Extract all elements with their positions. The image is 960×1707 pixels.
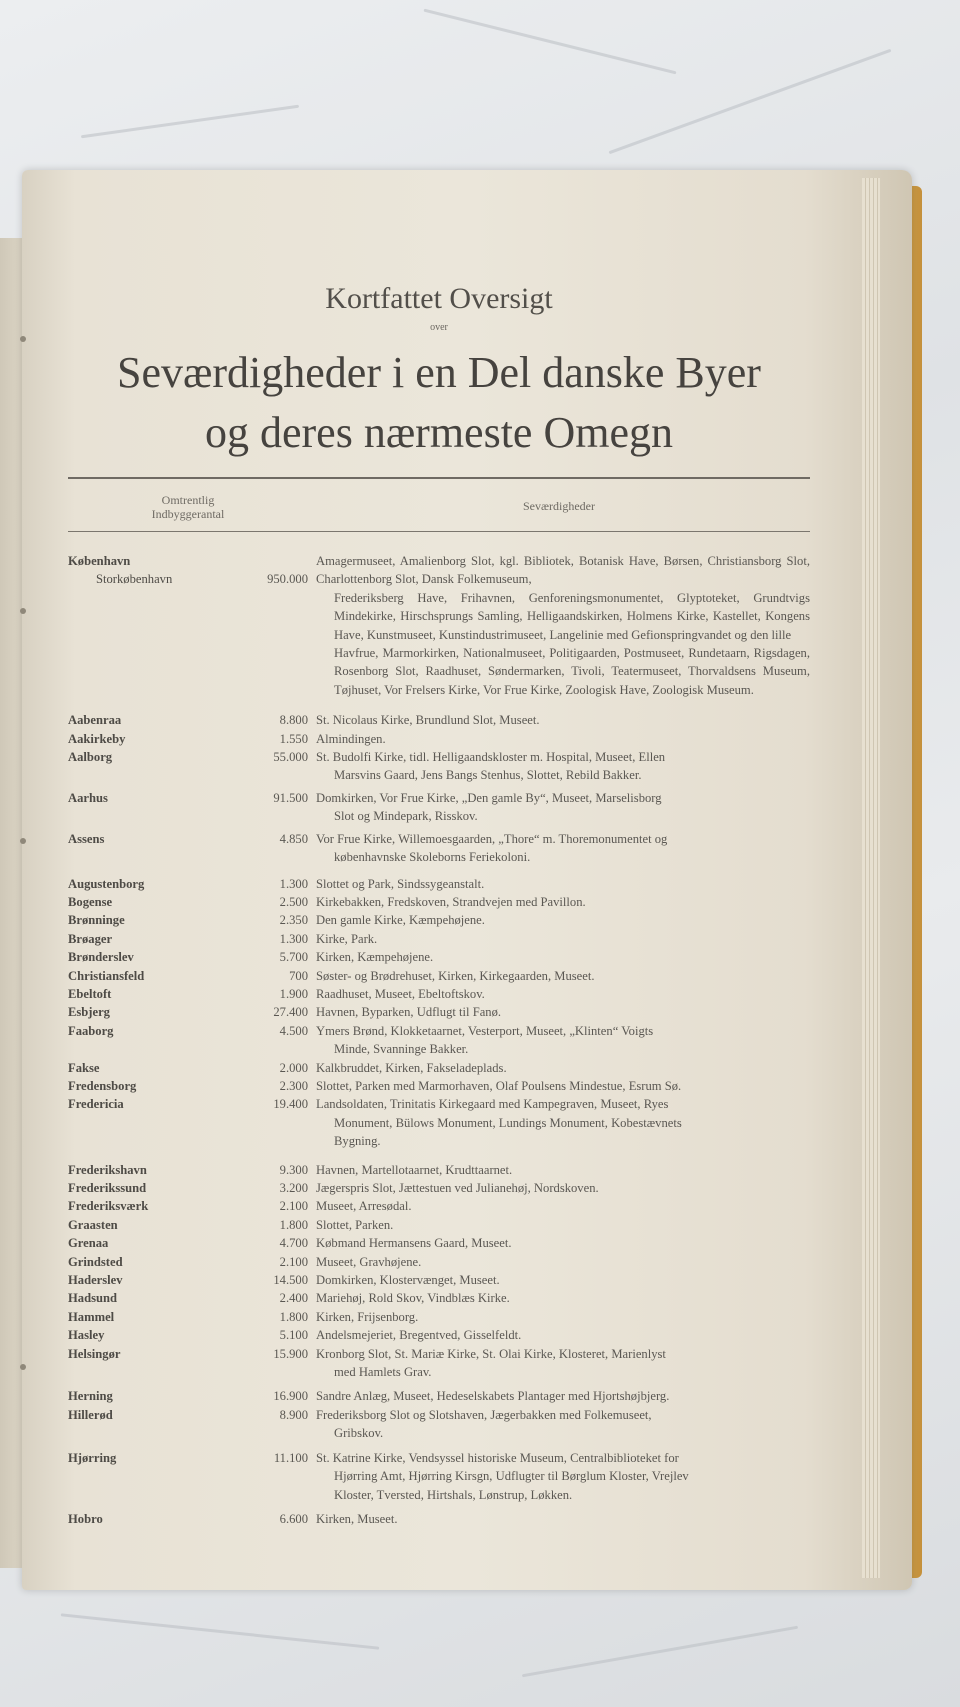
marble-vein [61,1613,380,1649]
entry-city [68,948,246,966]
entry-population: 8.900 [279,1407,308,1422]
entry-sights-line: St. Budolfi Kirke, tidl. Helligaandskloster m. Hospital, Museet, Ellen [316,750,666,765]
entry-sights-line: Købmand Hermansens Gaard, Museet. [316,1236,512,1251]
entry-city [68,1059,246,1077]
entry-sights-line: Mariehøj, Rold Skov, Vindblæs Kirke. [316,1291,510,1306]
entry-sights [316,1179,810,1197]
entry-city-name: Haderslev [68,1273,123,1288]
marble-vein [423,9,676,75]
entry-row [68,930,810,948]
entry-sights [316,1161,810,1179]
entry-sights-line: Amagermuseet, Amalienborg Slot, kgl. Bibliotek, Botanisk Have, Børsen, Christiansborg Slot, Charlottenborg Slot, Dansk Folkemuseum, [316,554,810,587]
entry-population: 2.100 [279,1254,308,1269]
entry-sights-line: Kirken, Museet. [316,1511,398,1526]
entry-population: 9.300 [279,1162,308,1177]
entry-city-name: Graasten [68,1217,118,1232]
entry-sights [316,789,810,826]
entry-sights [316,1077,810,1095]
entry-city-name: Helsingør [68,1346,121,1361]
entry-sights-line: Frederiksberg Have, Frihavnen, Genforeningsmonumentet, Glyptoteket, Grundtvigs Mindekirke, Hirschsprungs Samling, Helligaandskirken, Holmens Kirke, Kastellet, Kongens Have, Kunstmuseet, Kunstindustrimuseet, Langelinie med Gefionspringvandet og den lille [334,590,810,642]
entry-population: 8.800 [279,713,308,728]
entry-sights [316,1022,810,1059]
entry-city-name: Herning [68,1389,113,1404]
entry-city-name: Hillerød [68,1407,113,1422]
entry-row [68,711,810,729]
entry-city-name: Augustenborg [68,876,145,891]
entry-city [68,1095,246,1150]
entry-row [68,1253,810,1271]
entry-population: 2.500 [279,894,308,909]
entry-sights-line: Vor Frue Kirke, Willemoesgaarden, „Thore“ m. Thoremonumentet og [316,831,668,846]
entry-population: 1.900 [279,986,308,1001]
entry-city [68,1022,246,1059]
page-stack-edges [862,178,880,1578]
entry-city [68,1510,246,1528]
entry-city [68,893,246,911]
entry-sights [316,1095,810,1150]
entry-city-name: Aalborg [68,750,113,765]
entry-row [68,1022,810,1059]
entry-city-name: Frederikssund [68,1181,147,1195]
column-header-rule [68,531,810,532]
entry-population: 700 [289,968,308,983]
entry-city [68,748,246,785]
entry-sights-line: Slottet og Park, Sindssygeanstalt. [316,876,485,891]
entry-sights-line: Havnen, Byparken, Udflugt til Fanø. [316,1005,502,1020]
binding-hole [20,608,26,614]
entry-population: 1.300 [279,876,308,891]
entry-sights-line: Kloster, Tversted, Hirtshals, Lønstrup, Løkken. [334,1487,573,1502]
title-main-line1: Seværdigheder i en Del danske Byer [117,348,761,397]
binding-hole [20,1364,26,1370]
entry-sights-line: St. Katrine Kirke, Vendsyssel historiske Museum, Centralbiblioteket for [316,1450,679,1465]
entry-city [68,1234,246,1252]
entry-city [68,1003,246,1021]
entry-population: 1.800 [279,1217,308,1232]
entry-sights [316,748,810,785]
entry-city [68,1326,246,1344]
entry-city-name: Brønninge [68,913,125,928]
entry-sights-line: Frederiksborg Slot og Slotshaven, Jægerbakken med Folkemuseet, [316,1407,652,1422]
entry-city [68,1179,246,1197]
entry-city [68,1406,246,1443]
entry-sights [316,948,810,966]
entry-city-name: Grenaa [68,1236,109,1251]
entry-population: 91.500 [273,790,308,805]
entry-sights-line: Kirken, Frijsenborg. [316,1309,419,1324]
entry-sights [316,711,810,729]
entry-city [68,552,246,699]
entry-population: 950.000 [267,572,308,586]
entry-city [68,875,246,893]
entry-sights [316,1510,810,1528]
entry-city [68,1161,246,1179]
entry-sights [316,1271,810,1289]
page-content [68,270,810,1528]
entry-city [68,789,246,826]
entry-sights-line: Kronborg Slot, St. Mariæ Kirke, St. Olai Kirke, Klosteret, Marienlyst [316,1346,666,1361]
entry-city [68,830,246,867]
entry-city-name: Grindsted [68,1254,123,1269]
entry-row [68,552,810,699]
entry-population: 5.700 [279,950,308,965]
entry-sights-line: Kirkebakken, Fredskoven, Strandvejen med Pavillon. [316,894,586,909]
entry-sights [316,1289,810,1307]
entry-population: 4.700 [279,1236,308,1251]
entry-city [68,967,246,985]
entry-sights-line: Havnen, Martellotaarnet, Krudttaarnet. [316,1162,513,1177]
entry-sights [316,1253,810,1271]
entry-city [68,1345,246,1382]
marble-vein [522,1626,798,1678]
entry-city-name: København [68,554,131,568]
entry-sights-line: Kalkbruddet, Kirken, Fakseladeplads. [316,1060,507,1075]
entry-sights-line: Museet, Arresødal. [316,1199,412,1214]
entry-sights [316,830,810,867]
entry-row [68,985,810,1003]
entry-row [68,1179,810,1197]
entry-row [68,730,810,748]
entry-sights-line: Slottet, Parken. [316,1217,394,1232]
entry-city-name: Frederiksværk [68,1199,149,1214]
entry-sights [316,911,810,929]
entry-sights [316,552,810,699]
entry-city [68,1449,246,1504]
entry-row [68,748,810,785]
entry-city-name: Christiansfeld [68,968,145,983]
entry-row [68,1161,810,1179]
entry-city-name: Hadsund [68,1291,118,1306]
entry-city-name: Frederikshavn [68,1162,147,1177]
entry-row [68,893,810,911]
entry-city-subname: Storkøbenhavn [96,572,173,587]
entry-row [68,830,810,867]
entry-population: 15.900 [273,1346,308,1361]
entry-city [68,985,246,1003]
entry-city-name: Assens [68,831,105,846]
entry-sights-line: Monument, Bülows Monument, Lundings Monument, Kobestævnets [334,1115,682,1130]
entry-population: 14.500 [273,1273,308,1288]
column-header-sights: Seværdigheder [523,499,595,513]
entry-sights [316,1234,810,1252]
entry-sights-line: St. Nicolaus Kirke, Brundlund Slot, Museet. [316,713,540,728]
entry-sights-line: Hjørring Amt, Hjørring Kirsgn, Udflugter til Børglum Kloster, Vrejlev [334,1469,689,1484]
entry-city [68,1197,246,1215]
entry-population: 2.300 [279,1078,308,1093]
entry-city-name: Aabenraa [68,713,122,728]
entry-population: 2.350 [279,913,308,928]
entry-sights-line: Minde, Svanninge Bakker. [334,1042,469,1057]
entry-row [68,1003,810,1021]
entry-sights-line: Kirke, Park. [316,931,378,946]
entry-city-name: Hobro [68,1511,103,1526]
entry-city-name: Fakse [68,1060,100,1075]
entry-sights [316,1326,810,1344]
entry-city-name: Fredericia [68,1097,124,1112]
entry-sights-line: Den gamle Kirke, Kæmpehøjene. [316,913,485,928]
entry-row [68,967,810,985]
entry-population: 1.800 [279,1309,308,1324]
entry-row [68,1216,810,1234]
entry-city [68,711,246,729]
entry-city-name: Aakirkeby [68,731,126,746]
title-over: over [430,322,448,333]
entry-row [68,1510,810,1528]
entry-sights-line: københavnske Skoleborns Feriekoloni. [334,850,531,865]
entry-city [68,1387,246,1405]
entry-city [68,1077,246,1095]
entry-sights-line: Landsoldaten, Trinitatis Kirkegaard med Kampegraven, Museet, Ryes [316,1097,669,1112]
entry-population: 11.100 [273,1450,308,1465]
entry-row [68,1234,810,1252]
entry-sights-line: Domkirken, Vor Frue Kirke, „Den gamle By“, Museet, Marselisborg [316,790,662,805]
entry-sights-line: Bygning. [334,1134,381,1149]
entry-sights [316,1308,810,1326]
entry-population: 4.850 [279,831,308,846]
entry-sights-line: Sandre Anlæg, Museet, Hedeselskabets Plantager med Hjortshøjbjerg. [316,1389,670,1404]
entry-sights-line: Marsvins Gaard, Jens Bangs Stenhus, Slottet, Rebild Bakker. [334,768,642,783]
entry-sights-line: Andelsmejeriet, Bregentved, Gisselfeldt. [316,1328,522,1343]
entry-row [68,1077,810,1095]
entry-sights [316,1197,810,1215]
entry-city-name: Hasley [68,1328,105,1343]
entry-sights-line: Gribskov. [334,1426,384,1441]
entry-sights [316,893,810,911]
entry-population: 16.900 [273,1389,308,1404]
entry-city-name: Aarhus [68,790,108,805]
entry-city [68,1289,246,1307]
entry-city-name: Bogense [68,894,113,909]
entry-city-name: Hammel [68,1309,115,1324]
entry-population: 2.100 [279,1199,308,1214]
entry-population: 4.500 [279,1023,308,1038]
entries-list [68,552,810,1528]
entry-sights [316,1449,810,1504]
entry-row [68,1387,810,1405]
entry-sights-line: Søster- og Brødrehuset, Kirken, Kirkegaarden, Museet. [316,968,595,983]
column-header [68,479,810,531]
entry-row [68,789,810,826]
title-main-line2: og deres nærmeste Omegn [205,408,673,457]
title-small: Kortfattet Oversigt [325,282,553,315]
marble-vein [81,105,299,139]
entry-sights [316,1216,810,1234]
entry-city-name: Faaborg [68,1023,114,1038]
entry-population: 5.100 [279,1328,308,1343]
entry-sights-line: Almindingen. [316,731,386,746]
entry-sights-line: Domkirken, Klostervænget, Museet. [316,1273,500,1288]
entry-sights [316,1387,810,1405]
entry-sights [316,730,810,748]
entry-city [68,930,246,948]
entry-city-name: Hjørring [68,1450,117,1465]
entry-population: 1.550 [279,731,308,746]
entry-sights-line: Slottet, Parken med Marmorhaven, Olaf Poulsens Mindestue, Esrum Sø. [316,1078,682,1093]
entry-row [68,1406,810,1443]
entry-city [68,1216,246,1234]
entry-sights [316,1003,810,1021]
entry-city [68,911,246,929]
entry-sights-line: Museet, Gravhøjene. [316,1254,422,1269]
entry-row [68,1326,810,1344]
entry-sights [316,967,810,985]
entry-city [68,1253,246,1271]
entry-row [68,1289,810,1307]
entry-population: 2.400 [279,1291,308,1306]
entry-sights-line: Kirken, Kæmpehøjene. [316,950,434,965]
entry-city-name: Ebeltoft [68,986,112,1001]
entry-row [68,1308,810,1326]
entry-row [68,1345,810,1382]
entry-city-name: Esbjerg [68,1005,110,1020]
entry-sights-line: Ymers Brønd, Klokketaarnet, Vesterport, Museet, „Klinten“ Voigts [316,1023,654,1038]
entry-sights-line: Jægerspris Slot, Jættestuen ved Julianehøj, Nordskoven. [316,1181,599,1195]
entry-city-name: Fredensborg [68,1078,137,1093]
column-header-population: Omtrentlig Indbyggerantal [151,493,225,521]
entry-city-name: Brønderslev [68,950,134,965]
entry-sights [316,985,810,1003]
binding-hole [20,838,26,844]
entry-sights-line: med Hamlets Grav. [334,1365,432,1380]
entry-population: 1.300 [279,931,308,946]
entry-row [68,1271,810,1289]
entry-row [68,1095,810,1150]
entry-row [68,911,810,929]
entry-sights [316,1406,810,1443]
entry-row [68,1449,810,1504]
entry-sights-line: Havfrue, Marmorkirken, Nationalmuseet, Politigaarden, Postmuseet, Rundetaarn, Rigsdagen, Rosenborg Slot, Raadhuset, Søndermarken, Tivoli, Teatermuseet, Thorvaldsens Museum, Tøjhuset, Vor Frelsers Kirke, Vor Frue Kirke, Zoologisk Have, Zoologisk Museum. [334,646,810,697]
entry-population: 27.400 [273,1005,308,1020]
entry-city-name: Brøager [68,931,113,946]
entry-row [68,1059,810,1077]
entry-population: 6.600 [279,1511,308,1526]
entry-sights [316,1345,810,1382]
entry-row [68,875,810,893]
entry-population: 55.000 [273,750,308,765]
entry-sights-line: Raadhuset, Museet, Ebeltoftskov. [316,986,485,1001]
entry-sights [316,1059,810,1077]
entry-row [68,948,810,966]
entry-sights [316,930,810,948]
binding-hole [20,336,26,342]
entry-city [68,1308,246,1326]
entry-population: 19.400 [273,1097,308,1112]
entry-sights [316,875,810,893]
entry-population: 3.200 [279,1181,308,1195]
entry-row [68,1197,810,1215]
entry-city [68,730,246,748]
entry-city [68,1271,246,1289]
entry-population: 2.000 [279,1060,308,1075]
entry-sights-line: Slot og Mindepark, Risskov. [334,809,478,824]
